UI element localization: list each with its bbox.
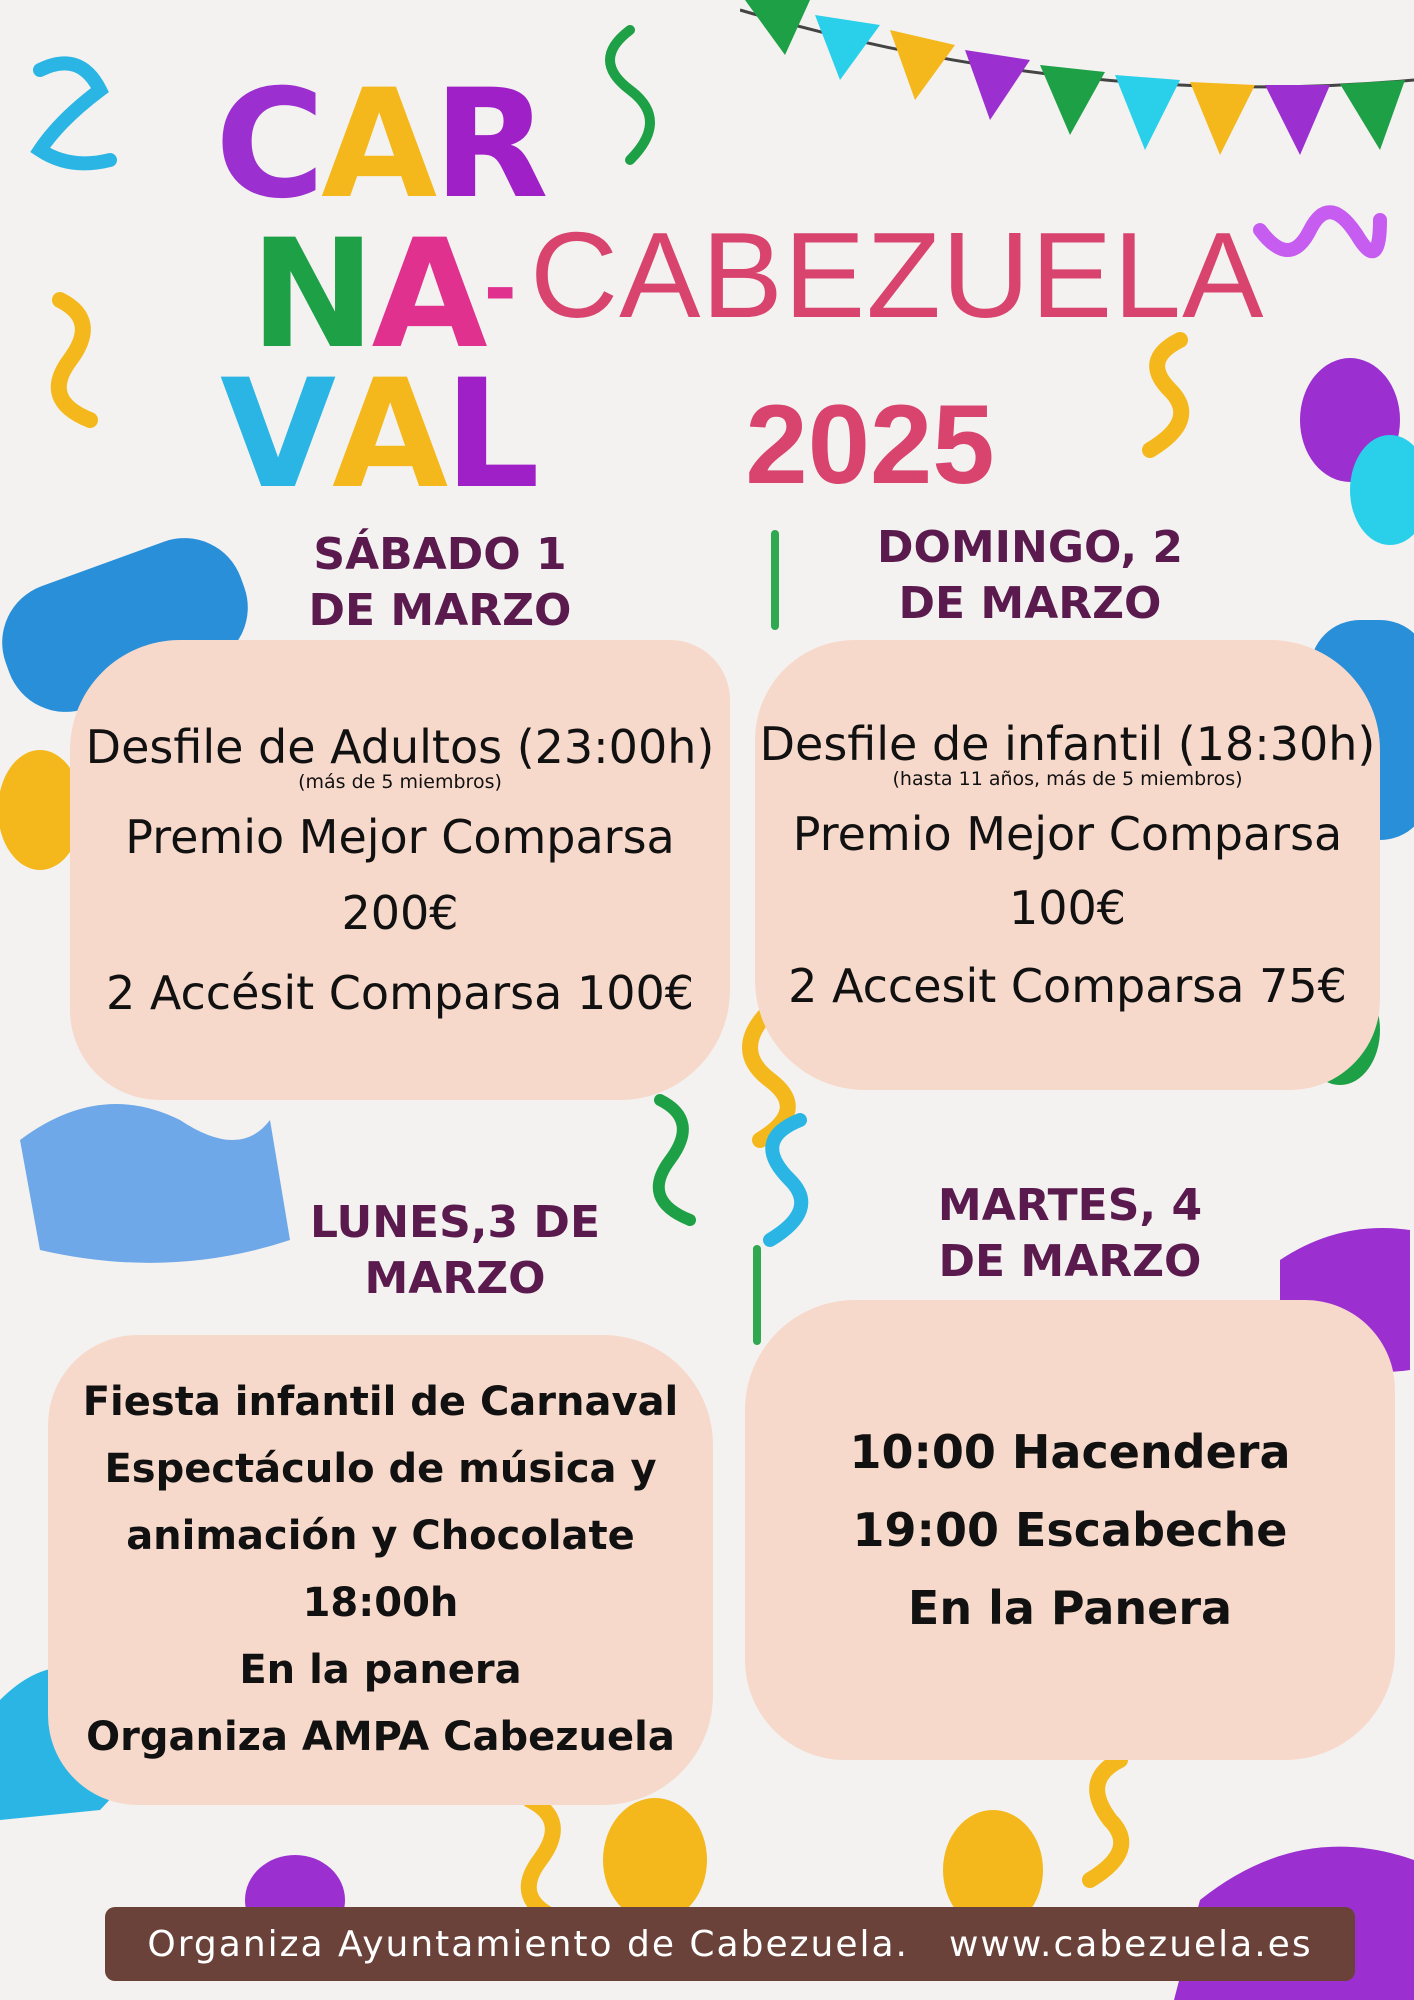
event-line: 10:00 Hacendera xyxy=(849,1425,1291,1479)
prize-label: Premio Mejor Comparsa xyxy=(792,807,1343,861)
event-panel-sunday xyxy=(755,640,1380,1090)
day-heading-tuesday xyxy=(900,1178,1240,1290)
event-panel-monday xyxy=(48,1335,713,1805)
footer-organizer: Organiza Ayuntamiento de Cabezuela. xyxy=(147,1923,909,1965)
logo-letter: R xyxy=(433,58,545,232)
day-heading-line: DE MARZO xyxy=(938,1236,1202,1287)
event-title: Desfile de infantil (18:30h) xyxy=(759,717,1376,771)
event-title: Desfile de Adultos (23:00h) xyxy=(85,720,715,774)
event-line: Organiza AMPA Cabezuela xyxy=(86,1714,675,1760)
day-heading-line: DE MARZO xyxy=(898,578,1162,629)
accesit-prize: 2 Accésit Comparsa 100€ xyxy=(105,966,695,1020)
event-note: (más de 5 miembros) xyxy=(298,771,502,793)
logo-letter: A xyxy=(332,348,445,522)
prize-amount: 200€ xyxy=(341,886,459,940)
logo-carnaval-line1 xyxy=(215,58,545,232)
footer-website-link[interactable]: www.cabezuela.es xyxy=(948,1923,1313,1965)
day-heading-line: SÁBADO 1 xyxy=(313,529,567,580)
event-line: Espectáculo de música y xyxy=(104,1446,657,1492)
logo-letter: N xyxy=(250,208,372,382)
event-note: (hasta 11 años, más de 5 miembros) xyxy=(892,768,1243,790)
year-title: 2025 xyxy=(745,382,995,507)
day-heading-saturday xyxy=(280,527,600,639)
column-divider xyxy=(771,530,779,630)
event-line: En la Panera xyxy=(907,1581,1233,1635)
logo-carnaval-line3 xyxy=(220,348,536,522)
day-heading-line: DE MARZO xyxy=(308,585,572,636)
logo-letter: A xyxy=(321,58,434,232)
footer-bar xyxy=(105,1907,1355,1981)
day-heading-line: DOMINGO, 2 xyxy=(876,522,1184,573)
event-line: 19:00 Escabeche xyxy=(852,1503,1288,1557)
event-line: Fiesta infantil de Carnaval xyxy=(82,1379,679,1425)
day-heading-line: LUNES,3 DE xyxy=(310,1197,600,1248)
logo-letter: A xyxy=(371,208,484,382)
prize-amount: 100€ xyxy=(1008,881,1127,935)
logo-letter: L xyxy=(444,348,536,522)
day-heading-sunday xyxy=(860,520,1200,632)
event-line: animación y Chocolate 18:00h xyxy=(126,1513,635,1626)
town-title: CABEZUELA xyxy=(530,207,1265,343)
event-panel-saturday xyxy=(70,640,730,1100)
prize-label: Premio Mejor Comparsa xyxy=(125,810,675,864)
event-panel-tuesday xyxy=(745,1300,1395,1760)
logo-letter: - xyxy=(483,242,513,335)
logo-letter: C xyxy=(215,58,322,232)
day-heading-monday xyxy=(290,1195,620,1307)
event-line: En la panera xyxy=(239,1647,522,1693)
column-divider xyxy=(753,1245,761,1345)
day-heading-line: MARTES, 4 xyxy=(937,1180,1203,1231)
accesit-prize: 2 Accesit Comparsa 75€ xyxy=(788,959,1347,1013)
day-heading-line: MARZO xyxy=(364,1253,546,1304)
logo-letter: V xyxy=(220,348,333,522)
